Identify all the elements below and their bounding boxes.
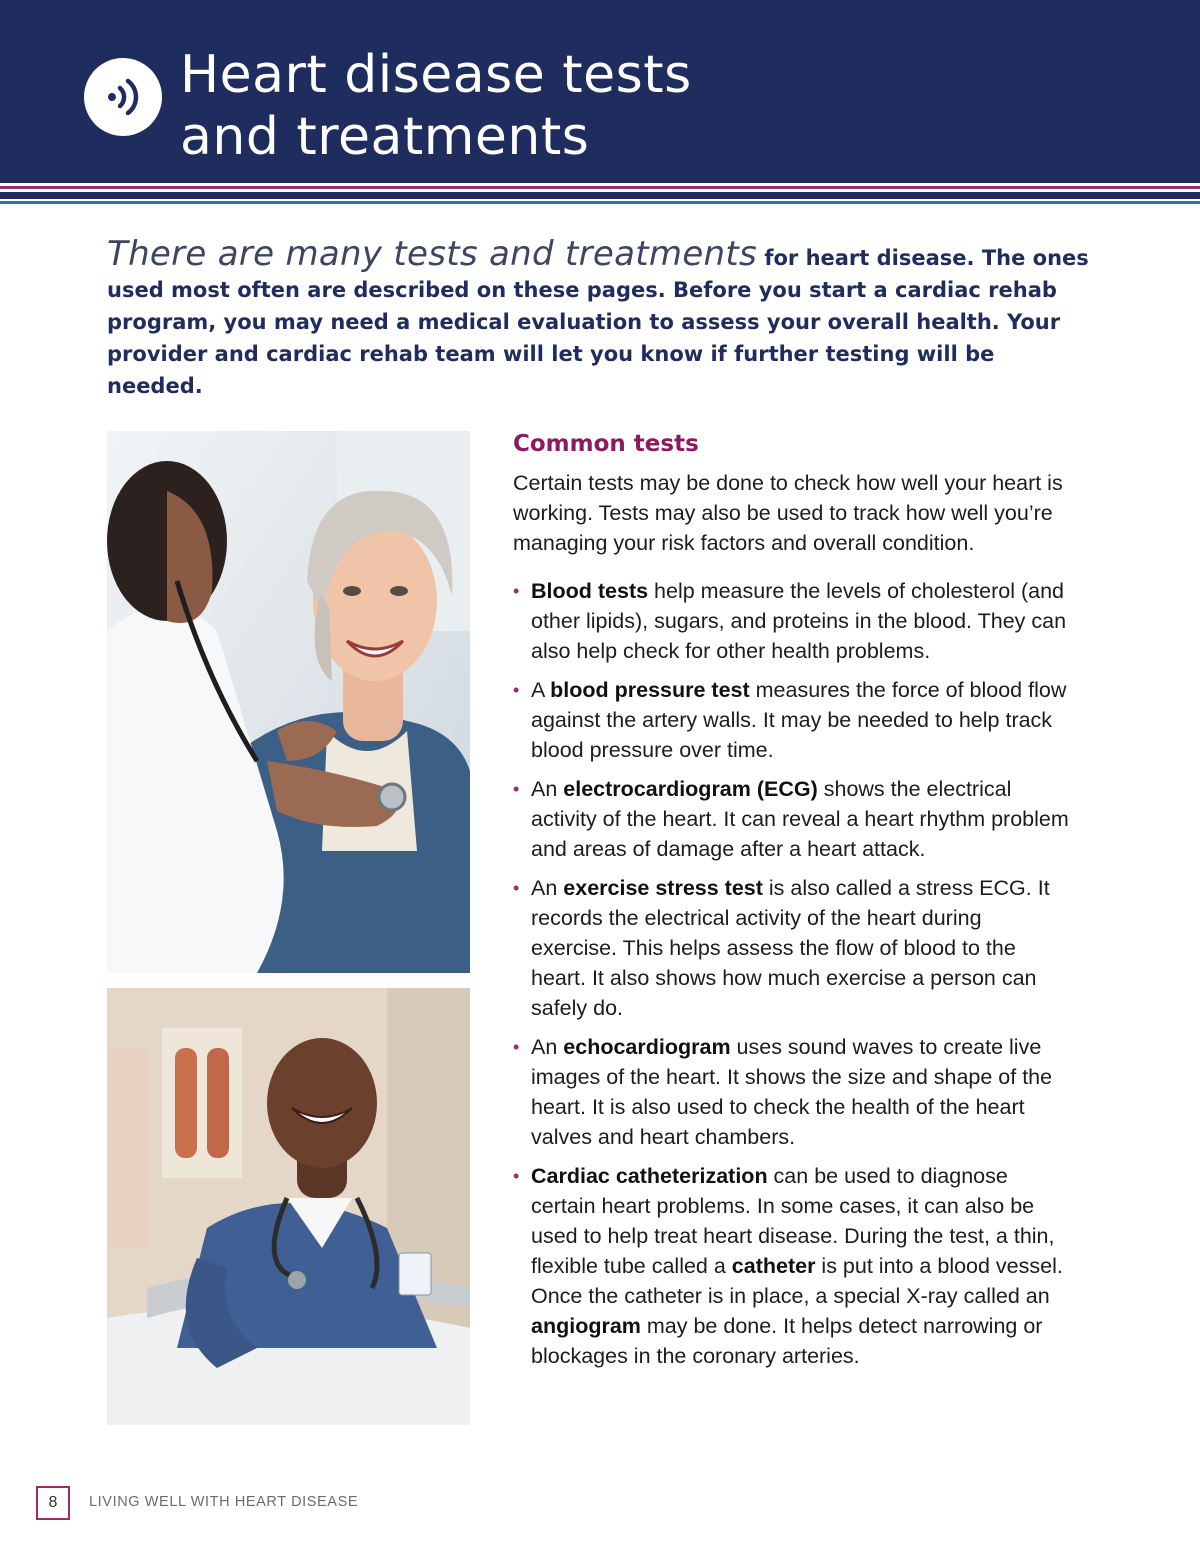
- term-echocardiogram: echocardiogram: [563, 1035, 731, 1059]
- audio-badge[interactable]: [84, 58, 162, 136]
- page-title-line-2: and treatments: [180, 107, 590, 167]
- header-stripe-magenta: [0, 186, 1200, 189]
- photo-doctor-with-patient: [107, 431, 470, 973]
- term-electrocardiogram: electrocardiogram (ECG): [563, 777, 818, 801]
- list-item: • An electrocardiogram (ECG) shows the electrical activity of the heart. It can reveal a heart rhythm problem and areas of damage after a heart attack.: [513, 774, 1073, 864]
- bullet-icon: •: [513, 1166, 520, 1186]
- intro-lead: There are many tests and treatments: [107, 234, 758, 274]
- page-title-line-1: Heart disease tests: [180, 45, 692, 105]
- list-item: • An exercise stress test is also called a stress ECG. It records the electrical activity of the heart during exercise. This helps assess the flow of blood to the heart. It also shows how much exercise a person can safely do.: [513, 873, 1073, 1023]
- page-number: 8: [36, 1486, 70, 1520]
- header-stripe-navy: [0, 192, 1200, 199]
- photo-doctor-with-patient-illustration: [107, 431, 470, 973]
- list-item: • Blood tests help measure the levels of cholesterol (and other lipids), sugars, and proteins in the blood. They can also help check for other health problems.: [513, 576, 1073, 666]
- intro-rest: for heart disease. The ones used most often are described on these pages. Before you start a cardiac rehab program, you may need a medical evaluation to assess your overall health. Your provider and cardiac rehab team will let you know if further testing will be needed.: [107, 246, 1089, 398]
- section-paragraph: Certain tests may be done to check how well your heart is working. Tests may also be used to track how well you’re managing your risk factors and overall condition.: [513, 471, 1063, 555]
- term-blood-pressure-test: blood pressure test: [550, 678, 750, 702]
- list-item: • A blood pressure test measures the force of blood flow against the artery walls. It may be needed to help track blood pressure over time.: [513, 675, 1073, 765]
- bullet-icon: •: [513, 779, 520, 799]
- term-catheter: catheter: [731, 1254, 816, 1278]
- footer-label: LIVING WELL WITH HEART DISEASE: [89, 1494, 359, 1510]
- section-heading: Common tests: [513, 431, 699, 457]
- list-item: • Cardiac catheterization can be used to diagnose certain heart problems. In some cases, it can also be used to help treat heart disease. During the test, a thin, flexible tube called a catheter is put into a blood vessel. Once the catheter is in place, a special X-ray called an angiogram may be done. It helps detect narrowing or blockages in the coronary arteries.: [513, 1161, 1073, 1371]
- bullet-icon: •: [513, 1037, 520, 1057]
- bullet-icon: •: [513, 680, 520, 700]
- list-item: • An echocardiogram uses sound waves to create live images of the heart. It shows the size and shape of the heart. It is also used to check the health of the heart valves and heart chambers.: [513, 1032, 1073, 1152]
- page-title: [180, 44, 1080, 168]
- term-cardiac-catheterization: Cardiac catheterization: [531, 1164, 768, 1188]
- bullet-icon: •: [513, 878, 520, 898]
- audio-waves-icon: [100, 74, 146, 120]
- intro-paragraph: [107, 234, 1097, 402]
- tests-list: [513, 576, 1073, 1371]
- common-tests-section: [513, 428, 1073, 1380]
- bullet-icon: •: [513, 581, 520, 601]
- header-stripe-blue: [0, 201, 1200, 204]
- photo-smiling-nurse: [107, 988, 470, 1425]
- term-angiogram: angiogram: [531, 1314, 641, 1338]
- term-exercise-stress-test: exercise stress test: [563, 876, 763, 900]
- photo-smiling-nurse-illustration: [107, 988, 470, 1425]
- term-blood-tests: Blood tests: [531, 579, 649, 603]
